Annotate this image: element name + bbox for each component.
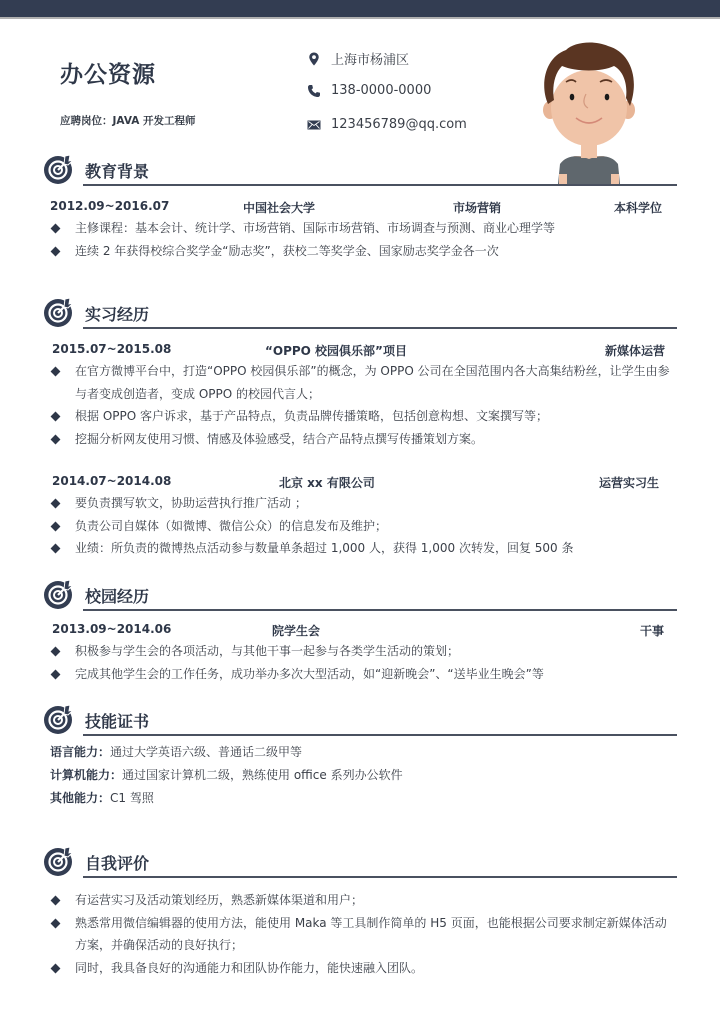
education-bullets [43,217,677,262]
diamond-bullet-icon [51,918,61,928]
list-item: 根据 OPPO 客户诉求，基于产品特点，负责品牌传播策略，包括创意构想、文案撰写等； [43,405,677,428]
list-item: 积极参与学生会的各项活动，与其他干事一起参与各类学生活动的策划； [43,640,677,663]
diamond-bullet-icon [51,544,61,554]
entry-role: 干事 [640,624,665,638]
candidate-name: 办公资源 [60,62,156,88]
list-item: 业绩：所负责的微博热点活动参与数量单条超过 1,000 人，获得 1,000 次转发，回复 500 条 [43,537,677,560]
target-icon [43,845,75,877]
position-label: 应聘岗位： [60,115,113,127]
list-item: 同时，我具备良好的沟通能力和团队协作能力，能快速融入团队。 [43,957,677,980]
skill-item [43,787,677,810]
section-divider [83,184,677,186]
diamond-bullet-icon [51,434,61,444]
target-icon [43,153,75,185]
skill-value: 通过大学英语六级、普通话二级甲等 [110,745,303,759]
target-icon [43,703,75,735]
entry-degree: 本科学位 [614,201,663,215]
section-divider [83,327,677,329]
skill-value: 通过国家计算机二级，熟练使用 office 系列办公软件 [122,768,403,782]
mail-icon [307,118,321,132]
entry-date: 2013.09~2014.06 [52,622,172,636]
diamond-bullet-icon [51,963,61,973]
entry-org: 北京 xx 有限公司 [279,476,375,490]
entry-date: 2014.07~2014.08 [52,474,172,488]
skill-value: C1 驾照 [110,791,154,805]
skill-item [43,741,677,764]
skill-item [43,764,677,787]
entry-role: 运营实习生 [599,476,660,490]
list-item: 连续 2 年获得校综合奖学金“励志奖”，获校二等奖学金、国家励志奖学金各一次 [43,240,677,263]
internship-bullets [43,360,677,450]
address-text: 上海市杨浦区 [331,53,410,68]
entry-org: 院学生会 [272,624,321,638]
self-evaluation-bullets [43,889,677,979]
internship-bullets [43,492,677,560]
entry-major: 市场营销 [453,201,502,215]
education-section [43,153,677,262]
entry-date: 2015.07~2015.08 [52,342,172,356]
contact-address [307,49,409,68]
section-title: 自我评价 [85,854,150,873]
email-text: 123456789@qq.com [331,117,467,132]
diamond-bullet-icon [51,647,61,657]
diamond-bullet-icon [51,367,61,377]
phone-icon [307,84,321,98]
position-value: JAVA 开发工程师 [112,115,196,127]
list-item: 主修课程：基本会计、统计学、市场营销、国际市场营销、市场调查与预测、商业心理学等 [43,217,677,240]
list-item: 在官方微博平台中，打造“OPPO 校园俱乐部”的概念，为 OPPO 公司在全国范围内各大高集结粉丝，让学生由参与者变成创造者，变成 OPPO 的校园代言人； [43,360,677,405]
skill-label: 计算机能力： [50,768,123,782]
skills-section [43,703,677,810]
list-item: 完成其他学生会的工作任务，成功举办多次大型活动，如“迎新晚会”、“送毕业生晚会”等 [43,663,677,686]
section-header [43,296,677,330]
diamond-bullet-icon [51,521,61,531]
list-item: 熟悉常用微信编辑器的使用方法，能使用 Maka 等工具制作简单的 H5 页面，也能根据公司要求制定新媒体活动方案，并确保活动的良好执行； [43,912,677,957]
target-icon [43,578,75,610]
section-title: 校园经历 [85,587,150,606]
diamond-bullet-icon [51,246,61,256]
section-header [43,578,677,612]
campus-bullets [43,640,677,685]
section-header [43,845,677,879]
skills-list [43,741,677,810]
diamond-bullet-icon [51,412,61,422]
contact-phone [307,83,431,98]
phone-text: 138-0000-0000 [331,83,432,98]
section-divider [83,734,677,736]
section-title: 教育背景 [85,162,150,181]
skill-label: 语言能力： [50,745,111,759]
diamond-bullet-icon [51,896,61,906]
internship-entry-header [43,338,677,360]
entry-org: “OPPO 校园俱乐部”项目 [265,344,407,358]
section-title: 技能证书 [85,712,150,731]
list-item: 有运营实习及活动策划经历，熟悉新媒体渠道和用户； [43,889,677,912]
section-header [43,153,677,187]
location-pin-icon [307,52,321,66]
entry-date: 2012.09~2016.07 [50,199,170,213]
skill-label: 其他能力： [50,791,111,805]
internship-section [43,296,677,560]
job-position [60,113,196,128]
section-divider [83,876,677,878]
top-banner [0,0,720,19]
target-icon [43,296,75,328]
list-item: 要负责撰写软文，协助运营执行推广活动 ； [43,492,677,515]
diamond-bullet-icon [51,499,61,509]
list-item: 挖掘分析网友使用习惯、情感及体验感受，结合产品特点撰写传播策划方案。 [43,428,677,451]
entry-role: 新媒体运营 [605,344,666,358]
self-evaluation-section [43,845,677,979]
entry-school: 中国社会大学 [243,201,316,215]
contact-email [307,117,467,132]
campus-entry-header [43,618,677,640]
campus-section [43,578,677,685]
section-header [43,703,677,737]
internship-entry-header [43,470,677,492]
list-item: 负责公司自媒体（如微博、微信公众）的信息发布及维护； [43,515,677,538]
education-entry-header [43,195,677,217]
diamond-bullet-icon [51,224,61,234]
diamond-bullet-icon [51,669,61,679]
section-title: 实习经历 [85,305,150,324]
section-divider [83,609,677,611]
